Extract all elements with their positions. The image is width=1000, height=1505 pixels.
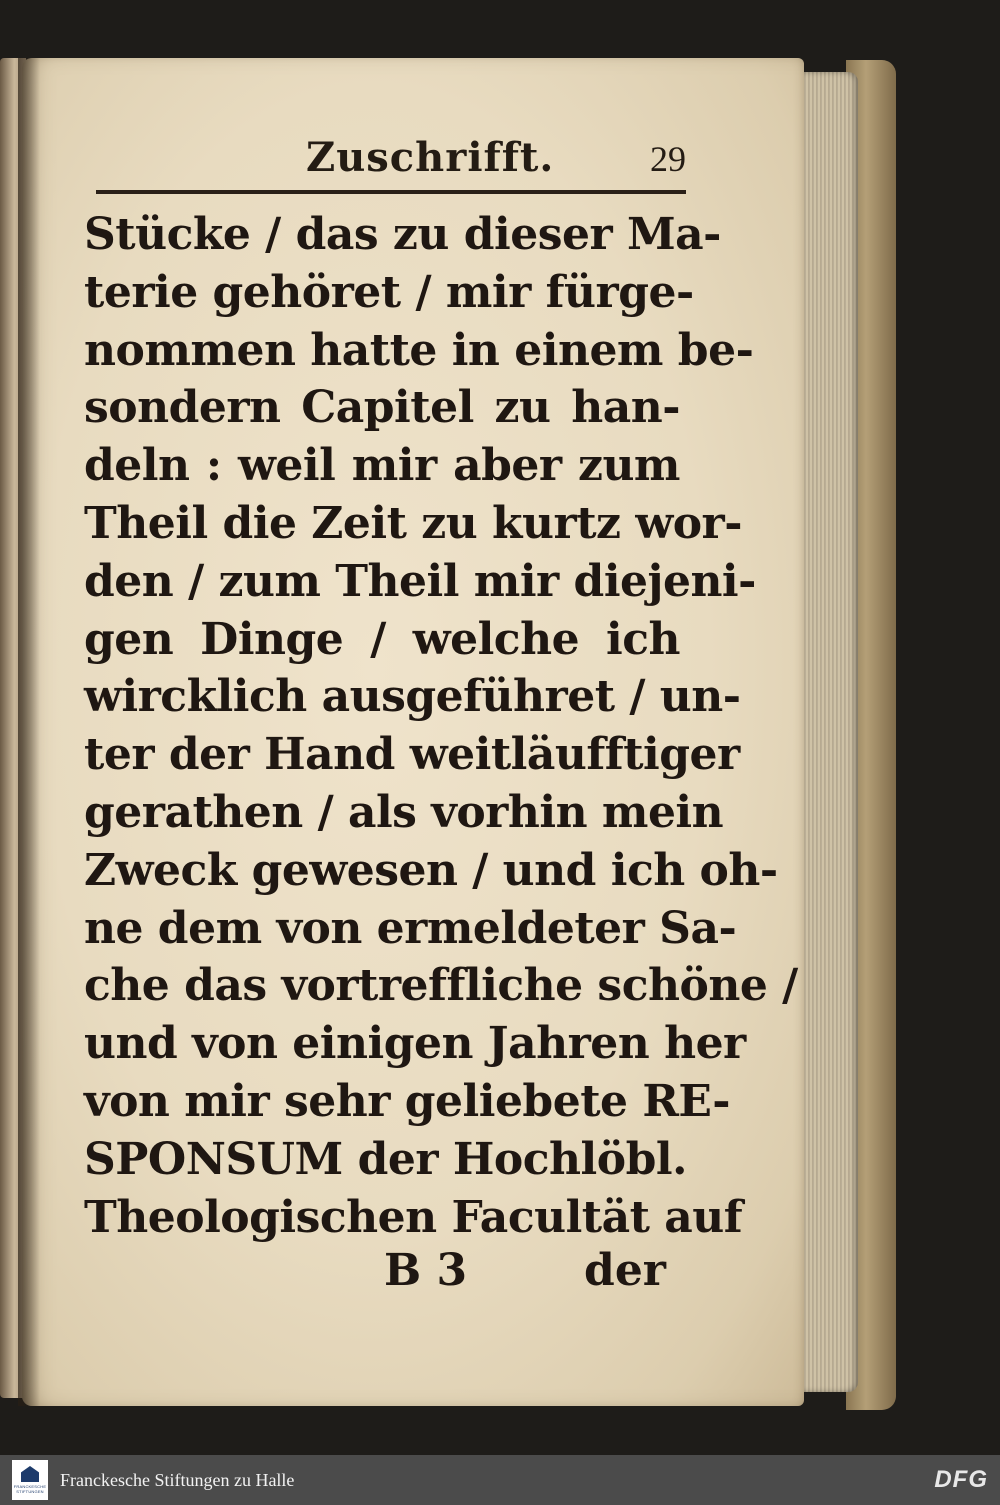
institution-logo[interactable] (12, 1460, 48, 1500)
text-line: und von einigen Jahren her (84, 1018, 746, 1070)
viewer-footer-bar (0, 1455, 1000, 1505)
text-line: Zweck gewesen / und ich oh- (84, 844, 778, 896)
logo-text: FRANCKESCHE STIFTUNGEN (13, 1484, 47, 1494)
signature-mark: B 3 (384, 1245, 468, 1296)
text-line: SPONSUM der Hochlöbl. (84, 1133, 687, 1185)
header-rule (96, 190, 686, 194)
text-line: che das vortreffliche schöne / (84, 960, 798, 1012)
text-line: Theil die Zeit zu kurtz wor- (84, 497, 742, 549)
text-line: von mir sehr geliebete RE- (84, 1075, 731, 1127)
running-head: Zuschrifft. (306, 134, 555, 181)
text-line: nommen hatte in einem be- (84, 324, 754, 376)
text-line: gerathen / als vorhin mein (84, 786, 724, 838)
dfg-logo[interactable]: DFG (934, 1466, 988, 1493)
text-line: deln : weil mir aber zum (84, 440, 680, 492)
page-number: 29 (650, 139, 686, 179)
building-icon (21, 1466, 39, 1482)
text-line: sondern Capitel zu han- (84, 382, 680, 434)
text-line: den / zum Theil mir diejeni- (84, 555, 756, 607)
body-text (84, 206, 798, 1246)
text-line: Theologischen Facultät auf (84, 1191, 743, 1243)
catchword: der (584, 1245, 666, 1296)
page-footer-line (84, 1245, 680, 1303)
text-line: terie gehöret / mir fürge- (84, 266, 694, 318)
text-line: ter der Hand weitläufftiger (84, 729, 740, 781)
text-line: Stücke / das zu dieser Ma- (84, 209, 721, 260)
page-fore-edge (798, 72, 858, 1392)
text-line: wircklich ausgeführet / un- (84, 671, 741, 723)
text-line: gen Dinge / welche ich (84, 613, 680, 665)
institution-name[interactable]: Franckesche Stiftungen zu Halle (60, 1469, 295, 1490)
page-header (96, 134, 686, 184)
text-line: ne dem von ermeldeter Sa- (84, 902, 737, 954)
page-gutter-shadow (18, 58, 40, 1406)
